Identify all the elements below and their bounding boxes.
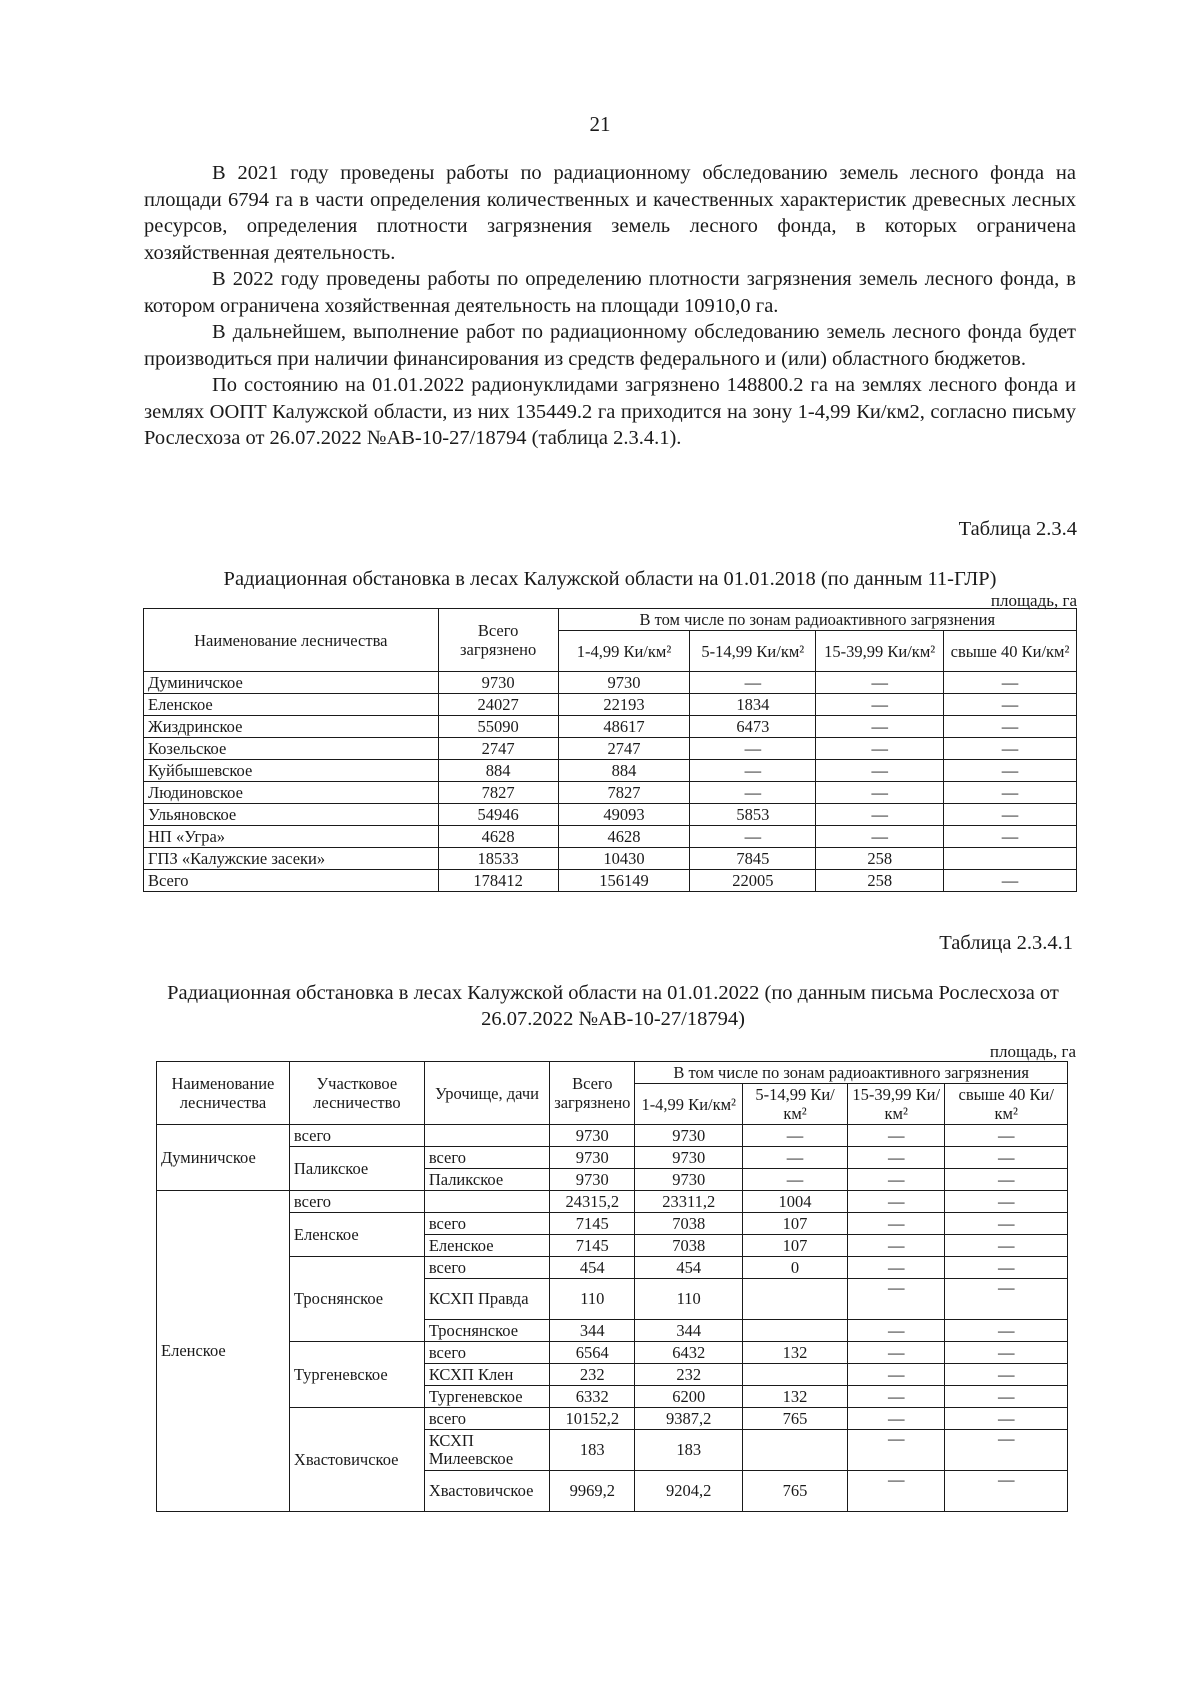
t1-header-z1: 1-4,99 Ки/км² <box>558 631 690 672</box>
t1-cell: Куйбышевское <box>144 760 439 782</box>
table1-title: Радиационная обстановка в лесах Калужской области на 01.01.2018 (по данным 11-ГЛР) <box>223 568 997 590</box>
t1-cell: Жиздринское <box>144 716 439 738</box>
t2-cell: Тургеневское <box>424 1386 549 1408</box>
t2-cell: 9969,2 <box>550 1471 635 1512</box>
t2-cell: — <box>848 1147 945 1169</box>
t2-header-z2: 5-14,99 Ки/км² <box>743 1084 848 1125</box>
table2-unit: площадь, га <box>989 1042 1076 1061</box>
t1-cell: — <box>690 782 816 804</box>
t2-cell: 9730 <box>550 1169 635 1191</box>
table-row <box>144 738 1077 760</box>
t1-cell: 884 <box>438 760 558 782</box>
t2-district-palikskoe: Паликское <box>289 1147 424 1191</box>
t2-cell: 9204,2 <box>635 1471 743 1512</box>
table-row <box>144 782 1077 804</box>
t2-cell: — <box>848 1191 945 1213</box>
t2-cell: 454 <box>550 1257 635 1279</box>
t2-header-zones: В том числе по зонам радиоактивного загрязнения <box>635 1062 1068 1084</box>
t2-cell: 110 <box>635 1279 743 1320</box>
t1-cell: 4628 <box>558 826 690 848</box>
t1-cell: 9730 <box>438 672 558 694</box>
t1-cell: — <box>944 804 1077 826</box>
t2-cell: — <box>848 1320 945 1342</box>
t2-cell: — <box>945 1235 1068 1257</box>
table-row <box>144 672 1077 694</box>
table2-title: Радиационная обстановка в лесах Калужской области на 01.01.2022 (по данным письма Рослесхоза от 26.07.2022 №АВ-10-27/18794) <box>167 982 1059 1030</box>
t2-cell: — <box>945 1213 1068 1235</box>
t2-cell: — <box>945 1342 1068 1364</box>
t2-cell: — <box>945 1169 1068 1191</box>
table-row <box>144 848 1077 870</box>
t1-cell: Еленское <box>144 694 439 716</box>
t1-cell: — <box>816 694 944 716</box>
t2-cell <box>743 1364 848 1386</box>
t1-cell: 2747 <box>558 738 690 760</box>
t2-cell: 7145 <box>550 1235 635 1257</box>
t2-cell: 24315,2 <box>550 1191 635 1213</box>
table-row <box>144 826 1077 848</box>
table-row <box>157 1257 1068 1279</box>
t1-cell: — <box>944 738 1077 760</box>
t1-cell: 258 <box>816 848 944 870</box>
t2-header-z3: 15-39,99 Ки/км² <box>848 1084 945 1125</box>
t1-cell: — <box>690 738 816 760</box>
t1-cell: — <box>690 826 816 848</box>
t1-header-z2: 5-14,99 Ки/км² <box>690 631 816 672</box>
t2-district-trosnyanskoe: Троснянское <box>289 1257 424 1342</box>
t1-cell: 18533 <box>438 848 558 870</box>
t2-cell <box>743 1279 848 1320</box>
t2-cell: 344 <box>550 1320 635 1342</box>
t2-cell: 23311,2 <box>635 1191 743 1213</box>
t2-cell: — <box>945 1471 1068 1512</box>
t2-cell: — <box>743 1125 848 1147</box>
t1-cell: НП «Угра» <box>144 826 439 848</box>
t2-cell: 10152,2 <box>550 1408 635 1430</box>
t2-cell <box>424 1191 549 1213</box>
t1-cell: ГПЗ «Калужские засеки» <box>144 848 439 870</box>
t2-cell: — <box>945 1364 1068 1386</box>
t1-cell: — <box>816 738 944 760</box>
t1-cell: Людиновское <box>144 782 439 804</box>
t1-cell: — <box>944 760 1077 782</box>
t1-cell <box>944 848 1077 870</box>
t2-cell: — <box>848 1386 945 1408</box>
t2-cell: всего <box>289 1191 424 1213</box>
t2-cell: 9730 <box>635 1147 743 1169</box>
t2-cell: Троснянское <box>424 1320 549 1342</box>
t2-cell: — <box>743 1169 848 1191</box>
t2-forestry-elenskoe: Еленское <box>157 1191 290 1512</box>
t2-cell: КСХП Клен <box>424 1364 549 1386</box>
t1-cell: 258 <box>816 870 944 892</box>
table-row <box>157 1191 1068 1213</box>
table-row <box>157 1125 1068 1147</box>
t2-cell: — <box>848 1430 945 1471</box>
t2-cell: 6332 <box>550 1386 635 1408</box>
t2-cell: 107 <box>743 1235 848 1257</box>
t1-cell: — <box>690 672 816 694</box>
t1-cell: 6473 <box>690 716 816 738</box>
t1-cell: 48617 <box>558 716 690 738</box>
page-number: 21 <box>589 112 611 136</box>
t1-cell: 7827 <box>438 782 558 804</box>
t2-cell: — <box>945 1125 1068 1147</box>
t1-cell: Козельское <box>144 738 439 760</box>
t2-cell: — <box>848 1364 945 1386</box>
t1-cell: Всего <box>144 870 439 892</box>
t2-cell: 9730 <box>635 1125 743 1147</box>
t1-cell: — <box>944 870 1077 892</box>
t2-cell: — <box>945 1257 1068 1279</box>
table-row <box>144 694 1077 716</box>
t2-cell: 9387,2 <box>635 1408 743 1430</box>
t1-cell: 49093 <box>558 804 690 826</box>
t2-cell: — <box>848 1342 945 1364</box>
t1-cell: — <box>944 672 1077 694</box>
t1-cell: 55090 <box>438 716 558 738</box>
t1-cell: 4628 <box>438 826 558 848</box>
t1-cell: 22193 <box>558 694 690 716</box>
t2-cell: — <box>945 1147 1068 1169</box>
t2-cell: КСХП Правда <box>424 1279 549 1320</box>
t2-cell: — <box>945 1430 1068 1471</box>
t2-cell: 9730 <box>550 1125 635 1147</box>
t2-cell: — <box>743 1147 848 1169</box>
t1-cell: 7827 <box>558 782 690 804</box>
t2-cell: 183 <box>550 1430 635 1471</box>
t2-cell: 9730 <box>635 1169 743 1191</box>
t1-header-z3: 15-39,99 Ки/км² <box>816 631 944 672</box>
t2-cell: 6432 <box>635 1342 743 1364</box>
t2-cell: 7038 <box>635 1213 743 1235</box>
paragraph-4: По состоянию на 01.01.2022 радионуклидами загрязнено 148800.2 га на землях лесного фонда и землях ООПТ Калужской области, из них 135449.2 га приходится на зону 1-4,99 Ки/км2, согласно письму Рослесхоза от 26.07.2022 №АВ-10-27/18794 (таблица 2.3.4.1). <box>144 374 1076 449</box>
table-row <box>157 1342 1068 1364</box>
t2-district-turgenevskoe: Тургеневское <box>289 1342 424 1408</box>
t2-cell: 0 <box>743 1257 848 1279</box>
t1-cell: — <box>816 760 944 782</box>
t1-cell: — <box>816 716 944 738</box>
t2-cell: 7145 <box>550 1213 635 1235</box>
table-row <box>144 804 1077 826</box>
t2-forestry-duminichskoe: Думиничское <box>157 1125 290 1191</box>
t2-cell: — <box>945 1320 1068 1342</box>
t2-district-khvastovichskoe: Хвастовичское <box>289 1408 424 1512</box>
t2-cell: — <box>848 1257 945 1279</box>
t1-cell: 156149 <box>558 870 690 892</box>
t2-cell: — <box>848 1235 945 1257</box>
body-text <box>144 160 1076 452</box>
t2-cell: 9730 <box>550 1147 635 1169</box>
t2-header-tract: Урочище, дачи <box>424 1062 549 1125</box>
table-row <box>157 1408 1068 1430</box>
t1-cell: — <box>944 782 1077 804</box>
t2-cell: Еленское <box>424 1235 549 1257</box>
t1-cell: — <box>944 716 1077 738</box>
t2-cell: 765 <box>743 1471 848 1512</box>
t1-cell: 2747 <box>438 738 558 760</box>
t1-header-zones: В том числе по зонам радиоактивного загрязнения <box>558 609 1076 631</box>
t1-cell: — <box>816 782 944 804</box>
t1-cell: 1834 <box>690 694 816 716</box>
t2-cell: 6200 <box>635 1386 743 1408</box>
t2-cell: 107 <box>743 1213 848 1235</box>
t2-cell: — <box>848 1213 945 1235</box>
t1-cell: — <box>944 826 1077 848</box>
t2-cell: КСХП Милеевское <box>424 1430 549 1471</box>
t2-cell <box>743 1430 848 1471</box>
t2-cell: всего <box>289 1125 424 1147</box>
t2-cell: 765 <box>743 1408 848 1430</box>
table1-unit: площадь, га <box>990 591 1077 610</box>
t2-cell: 132 <box>743 1342 848 1364</box>
t2-cell <box>424 1125 549 1147</box>
t2-cell: 6564 <box>550 1342 635 1364</box>
t2-cell: — <box>945 1279 1068 1320</box>
table1 <box>143 608 1077 892</box>
table-row <box>144 870 1077 892</box>
t2-cell: 183 <box>635 1430 743 1471</box>
t2-cell: 344 <box>635 1320 743 1342</box>
t2-cell: 110 <box>550 1279 635 1320</box>
t2-cell: 7038 <box>635 1235 743 1257</box>
t2-cell: 1004 <box>743 1191 848 1213</box>
table-row <box>144 716 1077 738</box>
t2-cell: Хвастовичское <box>424 1471 549 1512</box>
t1-cell: 9730 <box>558 672 690 694</box>
t2-cell: всего <box>424 1213 549 1235</box>
t1-cell: 7845 <box>690 848 816 870</box>
t1-cell: 22005 <box>690 870 816 892</box>
t2-cell: — <box>848 1471 945 1512</box>
t2-cell: — <box>848 1125 945 1147</box>
t2-cell: — <box>945 1386 1068 1408</box>
t1-header-z4: свыше 40 Ки/км² <box>944 631 1077 672</box>
t1-header-name: Наименование лесничества <box>144 609 439 672</box>
t1-cell: Ульяновское <box>144 804 439 826</box>
table-row <box>157 1213 1068 1235</box>
t2-district-elenskoe: Еленское <box>289 1213 424 1257</box>
t2-cell: 232 <box>635 1364 743 1386</box>
table2 <box>156 1061 1068 1512</box>
t1-cell: 884 <box>558 760 690 782</box>
t2-cell: — <box>945 1408 1068 1430</box>
t2-header-z4: свыше 40 Ки/км² <box>945 1084 1068 1125</box>
t2-cell: — <box>945 1191 1068 1213</box>
t2-cell: 232 <box>550 1364 635 1386</box>
paragraph-1: В 2021 году проведены работы по радиационному обследованию земель лесного фонда на площади 6794 га в части определения количественных и качественных характеристик древесных лесных ресурсов, определения плотности загрязнения земель лесного фонда, в которых ограничена хозяйственная деятельность. <box>144 162 1076 264</box>
t2-header-total: Всего загрязнено <box>550 1062 635 1125</box>
t2-cell: всего <box>424 1342 549 1364</box>
table2-number: Таблица 2.3.4.1 <box>939 932 1073 954</box>
t1-cell: — <box>690 760 816 782</box>
t2-cell: 454 <box>635 1257 743 1279</box>
t2-header-district: Участковое лесничество <box>289 1062 424 1125</box>
t1-cell: — <box>816 672 944 694</box>
paragraph-3: В дальнейшем, выполнение работ по радиационному обследованию земель лесного фонда будет производиться при наличии финансирования из средств федерального и (или) областного бюджетов. <box>144 321 1076 370</box>
t2-cell <box>743 1320 848 1342</box>
t1-cell: Думиничское <box>144 672 439 694</box>
t2-cell: всего <box>424 1408 549 1430</box>
t2-cell: Паликское <box>424 1169 549 1191</box>
t1-cell: 178412 <box>438 870 558 892</box>
t2-cell: — <box>848 1279 945 1320</box>
t1-cell: 24027 <box>438 694 558 716</box>
table-row <box>144 760 1077 782</box>
t2-header-name: Наименование лесничества <box>157 1062 290 1125</box>
t1-cell: 10430 <box>558 848 690 870</box>
table-row <box>157 1147 1068 1169</box>
t2-cell: всего <box>424 1257 549 1279</box>
t2-cell: всего <box>424 1147 549 1169</box>
table1-number: Таблица 2.3.4 <box>958 518 1077 540</box>
paragraph-2: В 2022 году проведены работы по определению плотности загрязнения земель лесного фонда, в котором ограничена хозяйственная деятельность на площади 10910,0 га. <box>144 268 1076 317</box>
t2-header-z1: 1-4,99 Ки/км² <box>635 1084 743 1125</box>
t1-cell: 5853 <box>690 804 816 826</box>
t1-cell: 54946 <box>438 804 558 826</box>
t1-header-total: Всего загрязнено <box>438 609 558 672</box>
t1-cell: — <box>944 694 1077 716</box>
t1-cell: — <box>816 826 944 848</box>
t2-cell: — <box>848 1169 945 1191</box>
t2-cell: 132 <box>743 1386 848 1408</box>
t2-cell: — <box>848 1408 945 1430</box>
t1-cell: — <box>816 804 944 826</box>
